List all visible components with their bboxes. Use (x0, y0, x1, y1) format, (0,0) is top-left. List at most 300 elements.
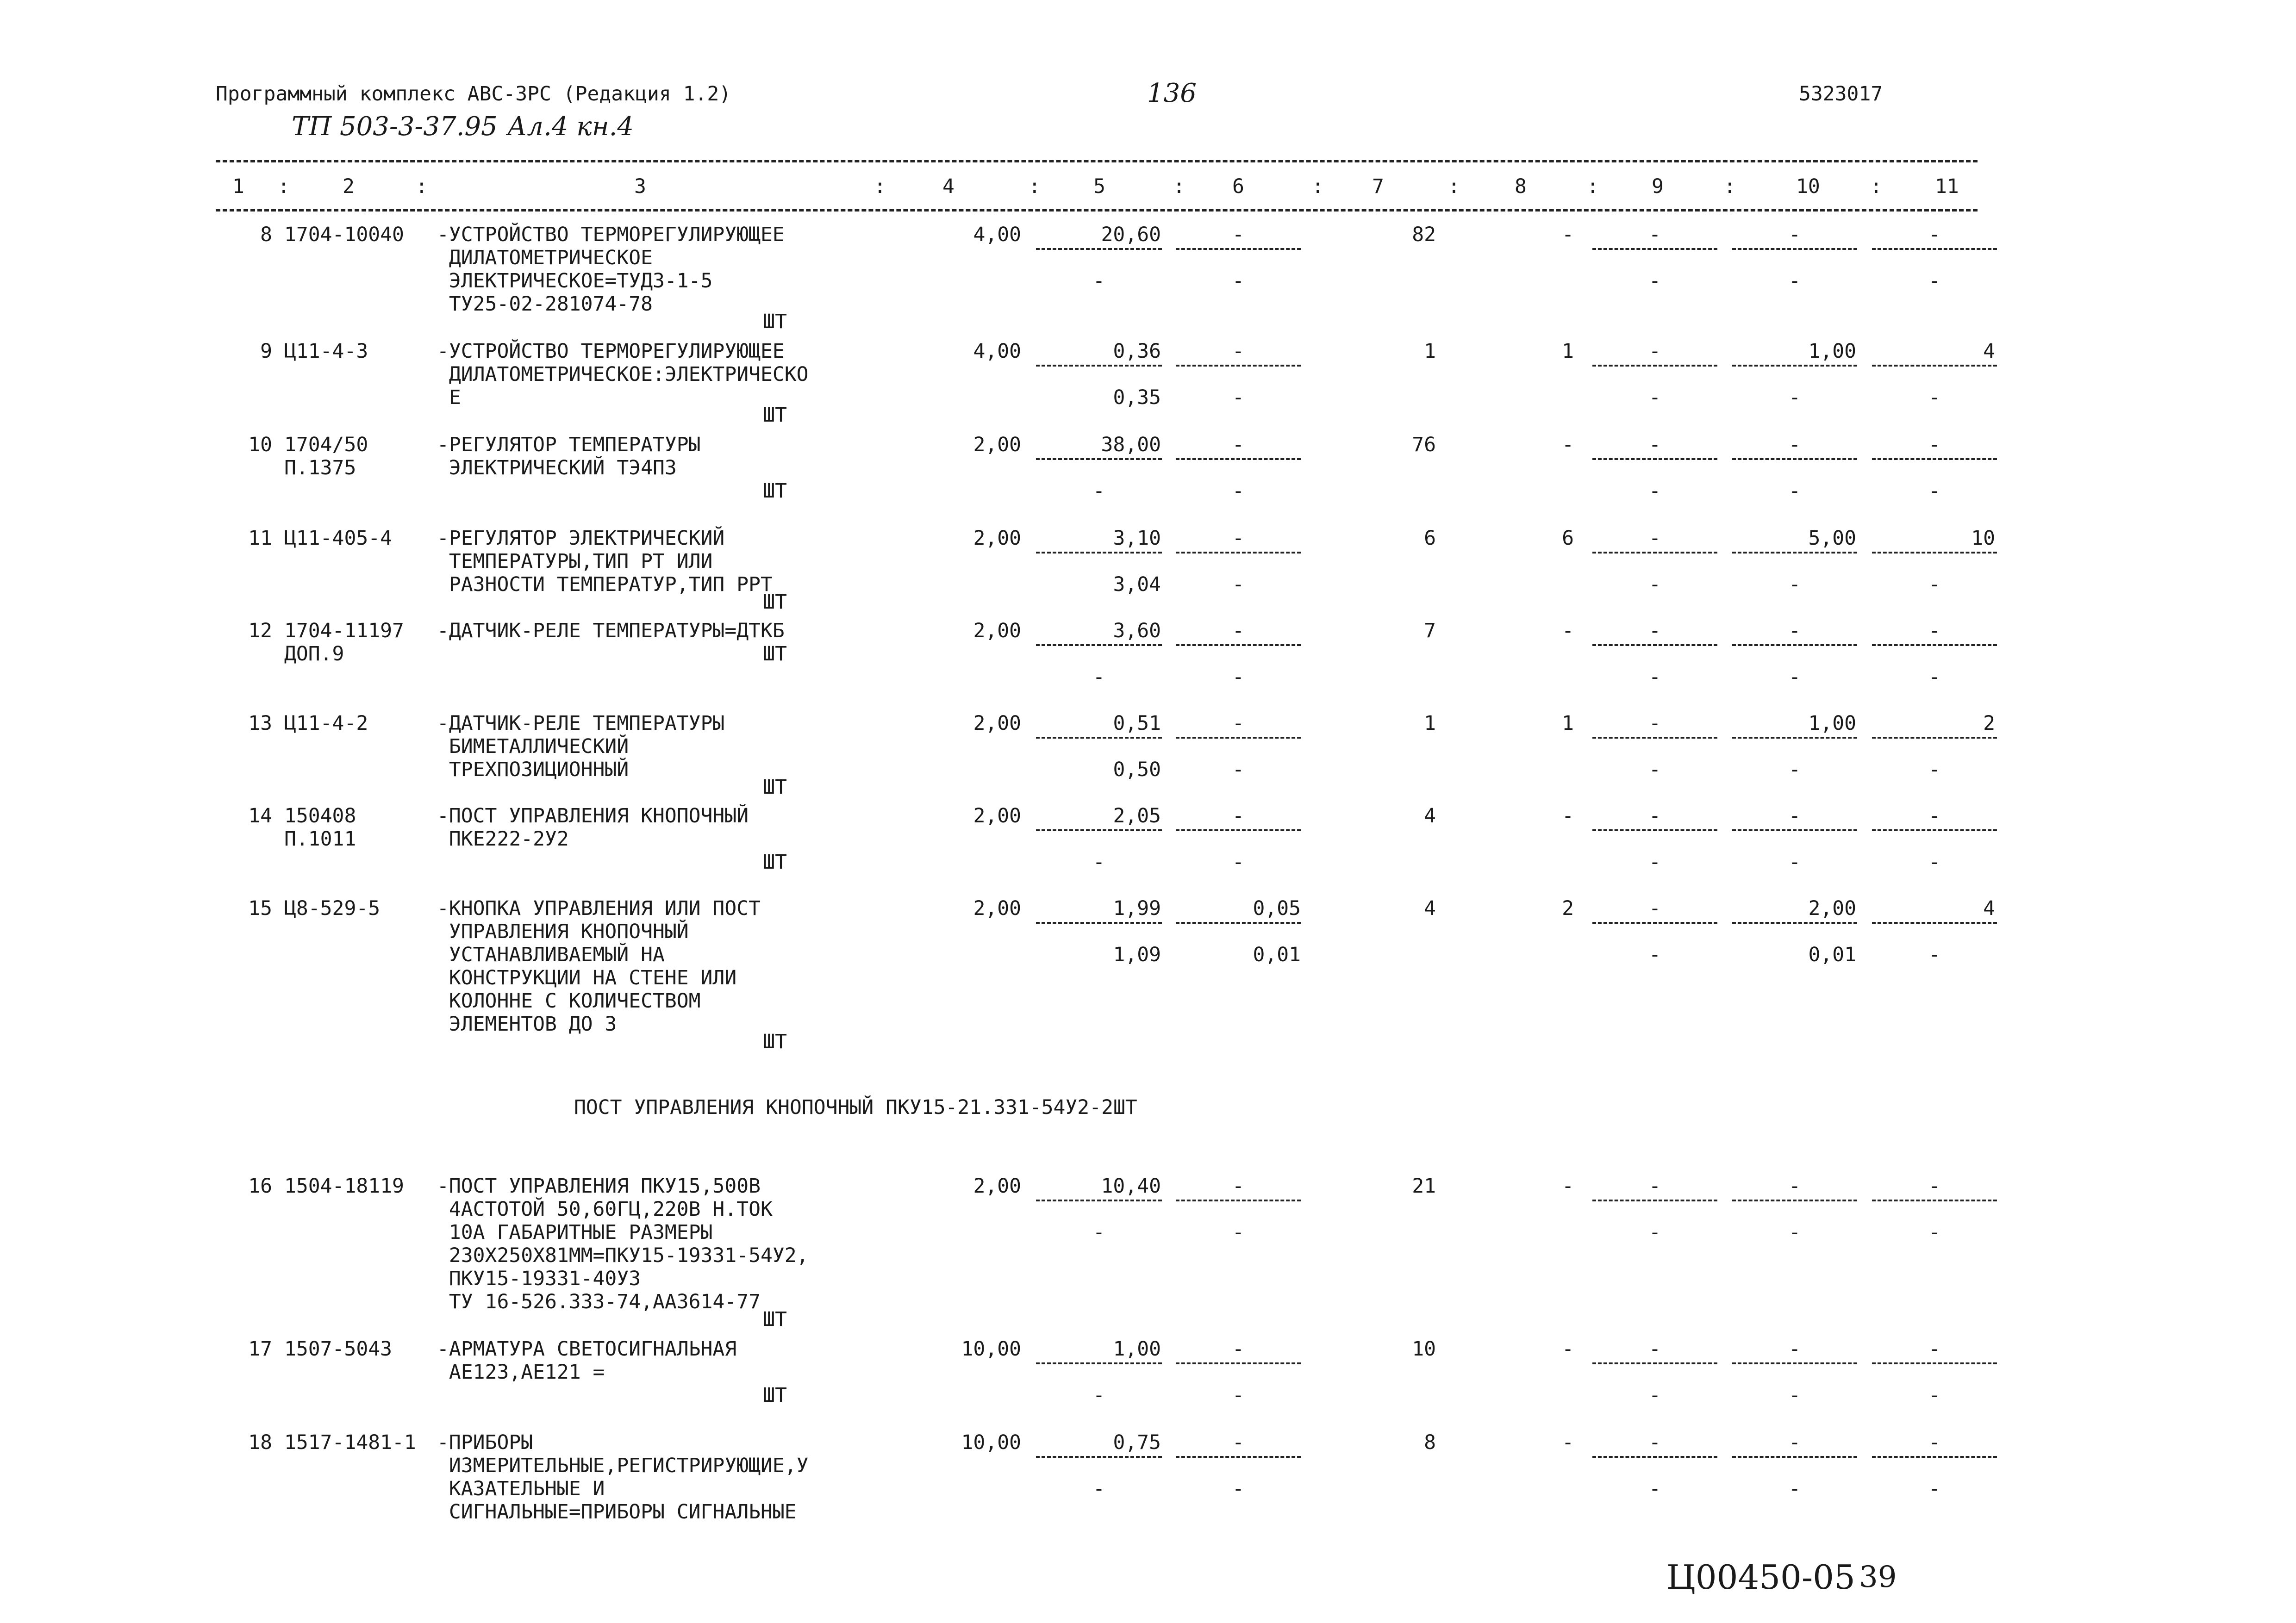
item-description: ТЕМПЕРАТУРЫ,ТИП РТ ИЛИ (437, 550, 713, 573)
cost-cell-8: - (1562, 1337, 1574, 1361)
cost-cell-7: 8 (1424, 1431, 1436, 1454)
value-c10-lower: - (1789, 1477, 1801, 1500)
value-c6-upper: - (1232, 433, 1244, 456)
value-c10-upper: - (1789, 1431, 1801, 1454)
item-description: РАЗНОСТИ ТЕМПЕРАТУР,ТИП РРТ (437, 573, 773, 596)
row-number: 16 (248, 1175, 272, 1198)
cost-cell-8: - (1562, 1175, 1574, 1198)
value-c11-lower: - (1928, 758, 1940, 781)
value-c11-upper: - (1928, 1337, 1940, 1361)
cost-cell-7: 4 (1424, 897, 1436, 920)
value-c11-lower: - (1928, 573, 1940, 596)
column-header-9: 9 (1652, 175, 1664, 198)
handwritten-album-ref: Ал.4 кн.4 (507, 112, 634, 142)
value-c5-lower: - (1093, 665, 1105, 689)
value-c9-upper: - (1649, 804, 1661, 827)
value-c9-upper: - (1649, 619, 1661, 642)
value-c11-upper: - (1928, 804, 1940, 827)
quantity-cell: 2,00 (973, 1175, 1021, 1198)
rate-code: Ц11-4-3 (284, 340, 368, 363)
value-c9-lower: - (1649, 943, 1661, 966)
value-c10-lower: - (1789, 1384, 1801, 1407)
value-c5-upper: 1,00 (1113, 1337, 1161, 1361)
split-rule-c10 (1732, 552, 1857, 553)
column-separator: : (278, 175, 290, 198)
item-description: КОЛОННЕ С КОЛИЧЕСТВОМ (437, 989, 701, 1013)
value-c5-lower: 3,04 (1113, 573, 1161, 596)
quantity-cell: 4,00 (973, 340, 1021, 363)
value-c10-upper: - (1789, 804, 1801, 827)
split-rule-c11 (1872, 1362, 1997, 1364)
cost-cell-8: 1 (1562, 712, 1574, 735)
page-number: 136 (1147, 78, 1197, 108)
item-description: 10А ГАБАРИТНЫЕ РАЗМЕРЫ (437, 1221, 713, 1244)
split-rule-c9 (1592, 737, 1717, 739)
split-rule-c6 (1176, 365, 1301, 367)
split-rule-c10 (1732, 644, 1857, 646)
cost-cell-8: 2 (1562, 897, 1574, 920)
split-rule-c10 (1732, 922, 1857, 924)
section-heading: ПОСТ УПРАВЛЕНИЯ КНОПОЧНЫЙ ПКУ15-21.331-54У2-2ШТ (574, 1096, 1137, 1119)
cost-cell-8: 6 (1562, 527, 1574, 550)
value-c9-lower: - (1649, 269, 1661, 292)
split-rule-c10 (1732, 1456, 1857, 1458)
value-c10-lower: - (1789, 851, 1801, 874)
split-rule-c9 (1592, 458, 1717, 460)
value-c6-lower: - (1232, 573, 1244, 596)
split-rule-c9 (1592, 829, 1717, 831)
value-c10-lower: - (1789, 479, 1801, 503)
value-c11-upper: 2 (1983, 712, 1995, 735)
value-c6-upper: - (1232, 1337, 1244, 1361)
split-rule-c6 (1176, 458, 1301, 460)
program-title: Программный комплекс АВС-ЗРС (Редакция 1.2) (216, 82, 731, 106)
cost-cell-8: - (1562, 433, 1574, 456)
value-c11-upper: 4 (1983, 897, 1995, 920)
value-c5-lower: - (1093, 1477, 1105, 1500)
split-rule-c11 (1872, 552, 1997, 553)
value-c11-lower: - (1928, 665, 1940, 689)
split-rule-c5 (1036, 922, 1162, 924)
value-c9-upper: - (1649, 340, 1661, 363)
value-c11-upper: - (1928, 433, 1940, 456)
cost-cell-8: - (1562, 804, 1574, 827)
value-c11-lower: - (1928, 943, 1940, 966)
item-description: -ПРИБОРЫ (437, 1431, 533, 1454)
value-c5-upper: 20,60 (1101, 223, 1161, 246)
unit-label: ШТ (763, 1308, 787, 1331)
rate-code: 150408 (284, 804, 356, 827)
rate-code: П.1011 (284, 827, 356, 851)
column-separator: : (1312, 175, 1324, 198)
item-description: -ДАТЧИК-РЕЛЕ ТЕМПЕРАТУРЫ=ДТКБ (437, 619, 785, 642)
column-separator: : (1173, 175, 1185, 198)
value-c5-upper: 2,05 (1113, 804, 1161, 827)
item-description: -РЕГУЛЯТОР ТЕМПЕРАТУРЫ (437, 433, 701, 456)
rate-code: 1704/50 (284, 433, 368, 456)
value-c5-upper: 38,00 (1101, 433, 1161, 456)
split-rule-c5 (1036, 829, 1162, 831)
value-c11-upper: - (1928, 223, 1940, 246)
item-description: -ДАТЧИК-РЕЛЕ ТЕМПЕРАТУРЫ (437, 712, 725, 735)
column-separator: : (1587, 175, 1599, 198)
split-rule-c11 (1872, 1200, 1997, 1201)
split-rule-c10 (1732, 248, 1857, 250)
item-description: ДИЛАТОМЕТРИЧЕСКОЕ (437, 246, 653, 269)
split-rule-c9 (1592, 1362, 1717, 1364)
value-c10-lower: - (1789, 758, 1801, 781)
value-c10-upper: 1,00 (1808, 712, 1856, 735)
unit-label: ШТ (763, 310, 787, 333)
value-c5-lower: 1,09 (1113, 943, 1161, 966)
value-c6-lower: 0,01 (1253, 943, 1301, 966)
rate-code: 1704-11197 (284, 619, 404, 642)
value-c9-upper: - (1649, 897, 1661, 920)
value-c5-lower: - (1093, 1221, 1105, 1244)
value-c6-upper: - (1232, 223, 1244, 246)
split-rule-c9 (1592, 644, 1717, 646)
column-separator: : (1724, 175, 1736, 198)
split-rule-c6 (1176, 829, 1301, 831)
column-header-4: 4 (942, 175, 955, 198)
value-c5-upper: 10,40 (1101, 1175, 1161, 1198)
column-header-11: 11 (1935, 175, 1959, 198)
cost-cell-7: 6 (1424, 527, 1436, 550)
value-c9-upper: - (1649, 527, 1661, 550)
row-number: 8 (260, 223, 272, 246)
value-c5-upper: 1,99 (1113, 897, 1161, 920)
column-separator: : (1870, 175, 1882, 198)
value-c10-lower: - (1789, 386, 1801, 409)
value-c11-lower: - (1928, 1221, 1940, 1244)
split-rule-c6 (1176, 644, 1301, 646)
rate-code: 1507-5043 (284, 1337, 392, 1361)
item-description: ЭЛЕМЕНТОВ ДО 3 (437, 1013, 617, 1036)
value-c5-lower: - (1093, 269, 1105, 292)
item-description: КОНСТРУКЦИИ НА СТЕНЕ ИЛИ (437, 966, 737, 989)
value-c9-lower: - (1649, 1477, 1661, 1500)
cost-cell-7: 1 (1424, 340, 1436, 363)
value-c9-upper: - (1649, 433, 1661, 456)
value-c10-lower: - (1789, 269, 1801, 292)
value-c10-upper: 1,00 (1808, 340, 1856, 363)
value-c11-upper: - (1928, 1175, 1940, 1198)
value-c10-upper: - (1789, 619, 1801, 642)
item-description: 4АСТОТОЙ 50,60ГЦ,220В Н.ТОК (437, 1198, 773, 1221)
value-c11-lower: - (1928, 386, 1940, 409)
value-c5-upper: 3,10 (1113, 527, 1161, 550)
split-rule-c5 (1036, 248, 1162, 250)
rate-code: П.1375 (284, 456, 356, 479)
value-c9-lower: - (1649, 758, 1661, 781)
split-rule-c10 (1732, 365, 1857, 367)
split-rule-c5 (1036, 644, 1162, 646)
split-rule-c6 (1176, 1200, 1301, 1201)
value-c6-upper: - (1232, 1175, 1244, 1198)
value-c9-upper: - (1649, 1337, 1661, 1361)
value-c10-lower: - (1789, 665, 1801, 689)
value-c11-upper: - (1928, 619, 1940, 642)
value-c9-lower: - (1649, 386, 1661, 409)
value-c11-lower: - (1928, 479, 1940, 503)
column-header-rule (216, 209, 1978, 211)
split-rule-c5 (1036, 737, 1162, 739)
cost-cell-7: 21 (1412, 1175, 1436, 1198)
unit-label: ШТ (763, 1030, 787, 1053)
quantity-cell: 4,00 (973, 223, 1021, 246)
cost-cell-7: 4 (1424, 804, 1436, 827)
rate-code: 1504-18119 (284, 1175, 404, 1198)
cost-cell-7: 76 (1412, 433, 1436, 456)
document-code: 5323017 (1799, 82, 1883, 106)
item-description: 230Х250Х81ММ=ПКУ15-19331-54У2, (437, 1244, 809, 1267)
item-description: БИМЕТАЛЛИЧЕСКИЙ (437, 735, 629, 758)
split-rule-c11 (1872, 1456, 1997, 1458)
quantity-cell: 10,00 (961, 1431, 1021, 1454)
value-c9-upper: - (1649, 712, 1661, 735)
value-c5-upper: 3,60 (1113, 619, 1161, 642)
item-description: ИЗМЕРИТЕЛЬНЫЕ,РЕГИСТРИРУЮЩИЕ,У (437, 1454, 809, 1477)
split-rule-c5 (1036, 552, 1162, 553)
quantity-cell: 2,00 (973, 804, 1021, 827)
quantity-cell: 2,00 (973, 712, 1021, 735)
item-description: -КНОПКА УПРАВЛЕНИЯ ИЛИ ПОСТ (437, 897, 761, 920)
value-c11-upper: - (1928, 1431, 1940, 1454)
split-rule-c11 (1872, 248, 1997, 250)
column-separator: : (1448, 175, 1460, 198)
value-c5-upper: 0,36 (1113, 340, 1161, 363)
unit-label: ШТ (763, 851, 787, 874)
item-description: -РЕГУЛЯТОР ЭЛЕКТРИЧЕСКИЙ (437, 527, 725, 550)
item-description: УПРАВЛЕНИЯ КНОПОЧНЫЙ (437, 920, 689, 943)
value-c5-lower: 0,35 (1113, 386, 1161, 409)
split-rule-c9 (1592, 552, 1717, 553)
unit-label: ШТ (763, 591, 787, 614)
value-c11-lower: - (1928, 1477, 1940, 1500)
item-description: ПКЕ222-2У2 (437, 827, 569, 851)
split-rule-c5 (1036, 365, 1162, 367)
split-rule-c6 (1176, 737, 1301, 739)
split-rule-c6 (1176, 922, 1301, 924)
split-rule-c6 (1176, 552, 1301, 553)
split-rule-c10 (1732, 1362, 1857, 1364)
split-rule-c11 (1872, 922, 1997, 924)
value-c6-lower: - (1232, 1477, 1244, 1500)
split-rule-c11 (1872, 365, 1997, 367)
rate-code: ДОП.9 (284, 642, 344, 665)
quantity-cell: 2,00 (973, 897, 1021, 920)
value-c10-upper: - (1789, 1175, 1801, 1198)
handwritten-archive-code: Ц00450-05 (1666, 1558, 1855, 1597)
value-c6-lower: - (1232, 665, 1244, 689)
quantity-cell: 2,00 (973, 433, 1021, 456)
unit-label: ШТ (763, 1384, 787, 1407)
value-c6-upper: - (1232, 340, 1244, 363)
value-c6-upper: 0,05 (1253, 897, 1301, 920)
value-c10-upper: 2,00 (1808, 897, 1856, 920)
value-c9-lower: - (1649, 573, 1661, 596)
value-c5-upper: 0,51 (1113, 712, 1161, 735)
split-rule-c10 (1732, 458, 1857, 460)
rate-code: Ц8-529-5 (284, 897, 381, 920)
value-c6-upper: - (1232, 619, 1244, 642)
split-rule-c10 (1732, 737, 1857, 739)
row-number: 11 (248, 527, 272, 550)
item-description: СИГНАЛЬНЫЕ=ПРИБОРЫ СИГНАЛЬНЫЕ (437, 1500, 797, 1524)
split-rule-c11 (1872, 829, 1997, 831)
item-description: УСТАНАВЛИВАЕМЫЙ НА (437, 943, 665, 966)
rate-code: 1704-10040 (284, 223, 404, 246)
split-rule-c9 (1592, 1200, 1717, 1201)
value-c6-lower: - (1232, 386, 1244, 409)
item-description: ТРЕХПОЗИЦИОННЫЙ (437, 758, 629, 781)
cost-cell-7: 82 (1412, 223, 1436, 246)
split-rule-c11 (1872, 644, 1997, 646)
cost-cell-7: 10 (1412, 1337, 1436, 1361)
value-c6-lower: - (1232, 1384, 1244, 1407)
split-rule-c10 (1732, 1200, 1857, 1201)
cost-cell-8: 1 (1562, 340, 1574, 363)
item-description: -УСТРОЙСТВО ТЕРМОРЕГУЛИРУЮЩЕЕ (437, 223, 785, 246)
row-number: 17 (248, 1337, 272, 1361)
split-rule-c9 (1592, 922, 1717, 924)
item-description: ДИЛАТОМЕТРИЧЕСКОЕ:ЭЛЕКТРИЧЕСКО (437, 363, 809, 386)
rate-code: Ц11-4-2 (284, 712, 368, 735)
value-c10-upper: - (1789, 223, 1801, 246)
value-c9-upper: - (1649, 1175, 1661, 1198)
value-c6-lower: - (1232, 1221, 1244, 1244)
split-rule-c5 (1036, 1362, 1162, 1364)
column-separator: : (416, 175, 428, 198)
item-description: -УСТРОЙСТВО ТЕРМОРЕГУЛИРУЮЩЕЕ (437, 340, 785, 363)
value-c11-lower: - (1928, 851, 1940, 874)
column-separator: : (1029, 175, 1041, 198)
value-c10-lower: - (1789, 1221, 1801, 1244)
item-description: ПКУ15-19331-40УЗ (437, 1267, 641, 1290)
item-description: КАЗАТЕЛЬНЫЕ И (437, 1477, 605, 1500)
value-c6-upper: - (1232, 1431, 1244, 1454)
column-header-2: 2 (343, 175, 355, 198)
unit-label: ШТ (763, 776, 787, 799)
value-c10-lower: 0,01 (1808, 943, 1856, 966)
item-description: -ПОСТ УПРАВЛЕНИЯ КНОПОЧНЫЙ (437, 804, 749, 827)
value-c9-lower: - (1649, 479, 1661, 503)
column-header-6: 6 (1232, 175, 1244, 198)
value-c6-lower: - (1232, 269, 1244, 292)
column-header-7: 7 (1372, 175, 1384, 198)
value-c10-upper: - (1789, 1337, 1801, 1361)
column-header-10: 10 (1796, 175, 1820, 198)
item-description: ЭЛЕКТРИЧЕСКОЕ=ТУДЗ-1-5 (437, 269, 713, 292)
split-rule-c9 (1592, 1456, 1717, 1458)
value-c9-upper: - (1649, 223, 1661, 246)
item-description: АЕ123,АЕ121 = (437, 1361, 605, 1384)
value-c5-lower: - (1093, 1384, 1105, 1407)
value-c6-upper: - (1232, 804, 1244, 827)
item-description: ТУ 16-526.333-74,АА3614-77 (437, 1290, 761, 1313)
value-c9-upper: - (1649, 1431, 1661, 1454)
row-number: 9 (260, 340, 272, 363)
value-c11-upper: 10 (1971, 527, 1995, 550)
value-c6-lower: - (1232, 851, 1244, 874)
split-rule-c10 (1732, 829, 1857, 831)
column-header-8: 8 (1515, 175, 1527, 198)
split-rule-c9 (1592, 365, 1717, 367)
split-rule-c5 (1036, 458, 1162, 460)
value-c6-upper: - (1232, 527, 1244, 550)
value-c10-lower: - (1789, 573, 1801, 596)
value-c5-lower: - (1093, 851, 1105, 874)
split-rule-c11 (1872, 737, 1997, 739)
value-c11-upper: 4 (1983, 340, 1995, 363)
quantity-cell: 2,00 (973, 527, 1021, 550)
column-header-5: 5 (1093, 175, 1105, 198)
row-number: 13 (248, 712, 272, 735)
column-header-3: 3 (634, 175, 646, 198)
row-number: 15 (248, 897, 272, 920)
value-c5-lower: 0,50 (1113, 758, 1161, 781)
handwritten-project-ref: ТП 503-3-37.95 (292, 112, 498, 142)
value-c10-upper: - (1789, 433, 1801, 456)
value-c10-upper: 5,00 (1808, 527, 1856, 550)
split-rule-c6 (1176, 1456, 1301, 1458)
value-c5-lower: - (1093, 479, 1105, 503)
split-rule-c5 (1036, 1200, 1162, 1201)
item-description: -АРМАТУРА СВЕТОСИГНАЛЬНАЯ (437, 1337, 737, 1361)
value-c9-lower: - (1649, 665, 1661, 689)
rate-code: Ц11-405-4 (284, 527, 392, 550)
item-description: Е (437, 386, 461, 409)
value-c9-lower: - (1649, 1221, 1661, 1244)
split-rule-c6 (1176, 1362, 1301, 1364)
row-number: 10 (248, 433, 272, 456)
cost-cell-8: - (1562, 223, 1574, 246)
value-c9-lower: - (1649, 851, 1661, 874)
cost-cell-7: 7 (1424, 619, 1436, 642)
handwritten-sheet-number: 39 (1859, 1560, 1897, 1594)
cost-cell-8: - (1562, 1431, 1574, 1454)
value-c11-lower: - (1928, 1384, 1940, 1407)
row-number: 14 (248, 804, 272, 827)
split-rule-c5 (1036, 1456, 1162, 1458)
row-number: 18 (248, 1431, 272, 1454)
unit-label: ШТ (763, 404, 787, 427)
value-c9-lower: - (1649, 1384, 1661, 1407)
column-separator: : (874, 175, 886, 198)
unit-label: ШТ (763, 479, 787, 503)
item-description: -ПОСТ УПРАВЛЕНИЯ ПКУ15,500В (437, 1175, 761, 1198)
item-description: ЭЛЕКТРИЧЕСКИЙ ТЭ4ПЗ (437, 456, 677, 479)
row-number: 12 (248, 619, 272, 642)
value-c6-lower: - (1232, 479, 1244, 503)
value-c5-upper: 0,75 (1113, 1431, 1161, 1454)
unit-label: ШТ (763, 642, 787, 665)
value-c11-lower: - (1928, 269, 1940, 292)
item-description: ТУ25-02-281074-78 (437, 292, 653, 316)
rate-code: 1517-1481-1 (284, 1431, 416, 1454)
cost-cell-7: 1 (1424, 712, 1436, 735)
split-rule-c9 (1592, 248, 1717, 250)
split-rule-c6 (1176, 248, 1301, 250)
split-rule-c11 (1872, 458, 1997, 460)
quantity-cell: 10,00 (961, 1337, 1021, 1361)
value-c6-upper: - (1232, 712, 1244, 735)
table-top-rule (216, 160, 1978, 162)
value-c6-lower: - (1232, 758, 1244, 781)
quantity-cell: 2,00 (973, 619, 1021, 642)
cost-cell-8: - (1562, 619, 1574, 642)
column-header-1: 1 (232, 175, 244, 198)
